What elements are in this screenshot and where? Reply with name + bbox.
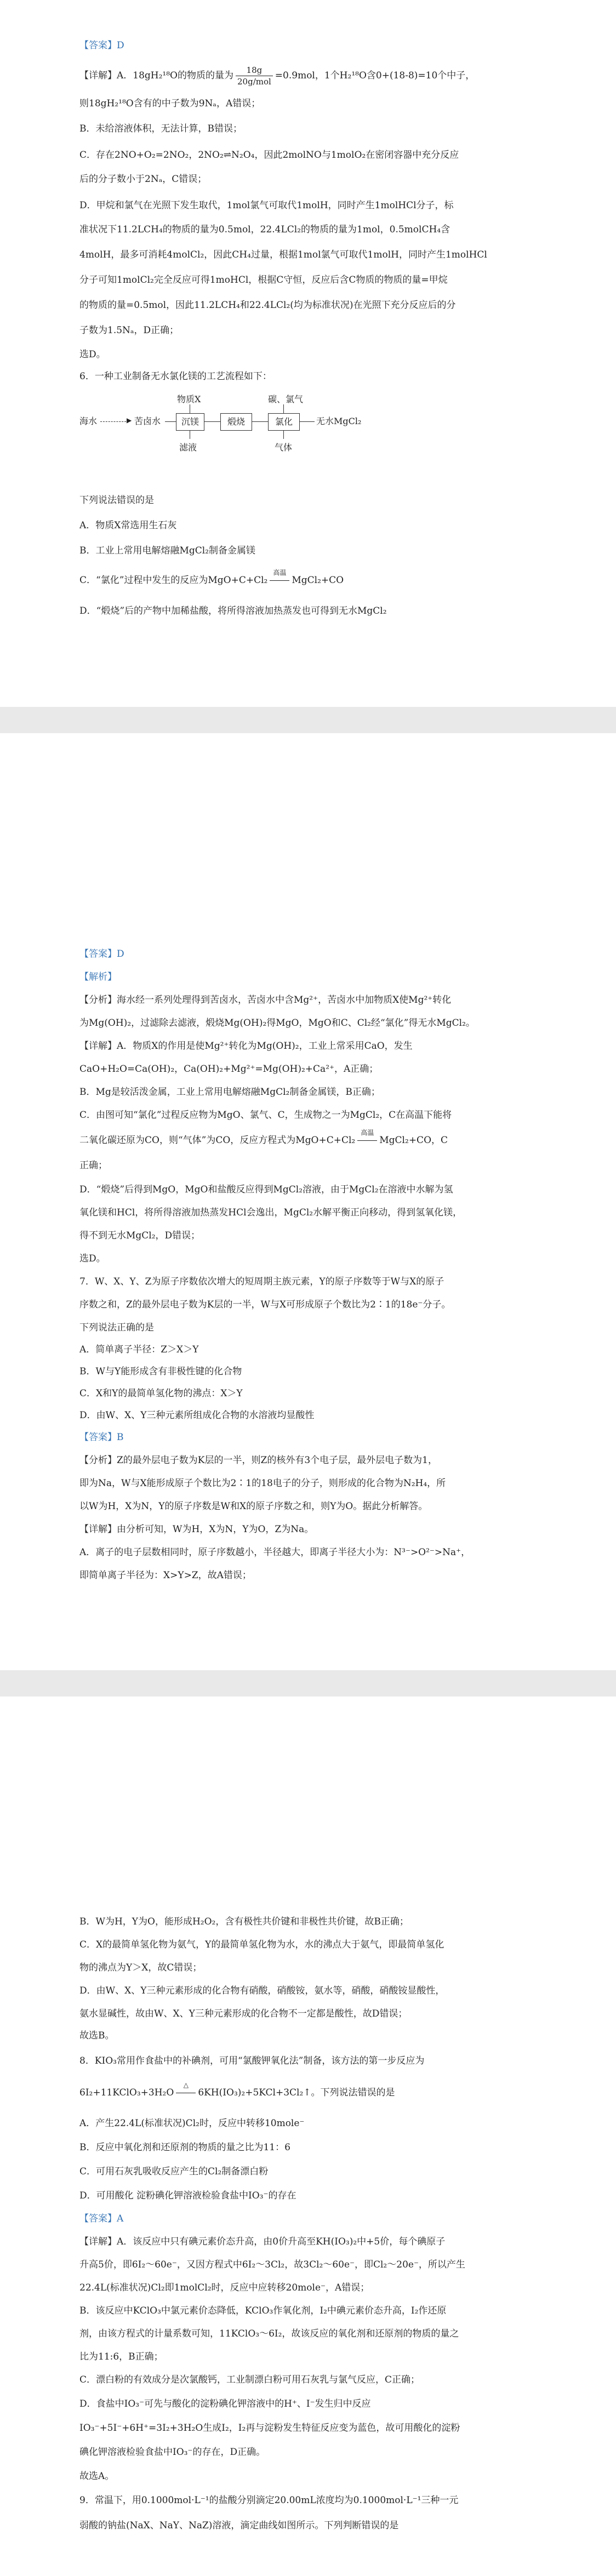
question-8-equation: 6I₂+11KClO₃+3H₂O △ 6KH(IO₃)₂+5KCl+3Cl₂↑。下列说法错误的是 [79,2086,395,2100]
line-4: D．由W、X、Y三种元素形成的化合物有硝酸，硝酸铵，氨水等，硝酸，硝酸铵显酸性， [79,1985,445,1996]
detail-3: B．Mg是较活泼金属，工业上常用电解熔融MgCl₂制备金属镁，B正确； [79,1087,380,1098]
question-7c: 下列说法正确的是 [79,1322,154,1333]
fraction: $\frac{18g}{\text{20g/mol}}$ [236,65,273,87]
chlorination-box: 氯化 [268,413,300,431]
q7-option-b: B．W与Y能形成含有非极性键的化合物 [79,1366,242,1377]
detail-1: 【详解】A．物质X的作用是使Mg²⁺转化为Mg(OH)₂，工业上常采用CaO，发生 [79,1041,413,1052]
reagent-x-label: 物质X [177,394,201,404]
q8-option-a: A．产生22.4L(标准状况)Cl₂时，反应中转移10mole⁻ [79,2118,305,2129]
detail-c1: C．存在2NO+O₂=2NO₂，2NO₂⇌N₂O₄，因此2molNO与1molO₂在密闭容器中充分反应 [79,150,459,161]
process-flow-diagram: 海水 ▶ 苦卤水 沉镁 物质X 滤液 煅烧 氯化 碳、氯气 气体 无水MgCl₂ [79,392,408,454]
q8-option-b: B．反应中氧化剂和还原剂的物质的量之比为11：6 [79,2142,290,2153]
question-9b: 弱酸的钠盐(NaX、NaY、NaZ)溶液，滴定曲线如图所示。下列判断错误的是 [79,2520,399,2531]
page-2 [0,733,616,1670]
question-6-ask: 下列说法错误的是 [79,495,154,506]
detail-8a: 【详解】A．该反应中只有碘元素价态升高，由0价升高至KH(IO₃)₂中+5价，每个碘原子 [79,2236,446,2247]
product-label: 无水MgCl₂ [316,416,362,426]
detail-8g: C．漂白粉的有效成分是次氯酸钙，工业制漂白粉可用石灰乳与氯气反应，C正确； [79,2374,420,2385]
detail-b: B．未给溶液体积，无法计算，B错误； [79,123,242,134]
line-1: B．W为H，Y为O，能形成H₂O₂，含有极性共价键和非极性共价键，故B正确； [79,1916,409,1927]
choose-2: 选D。 [79,1253,106,1264]
option-c: C．“氯化”过程中发生的反应为MgO+C+Cl₂ 高温 MgCl₂+CO [79,573,344,587]
question-8a: 8．KIO₃常用作食盐中的补碘剂，可用“氯酸钾氧化法”制备，该方法的第一步反应为 [79,2055,425,2066]
option-b: B．工业上常用电解熔融MgCl₂制备金属镁 [79,545,256,556]
line-2: C．X的最简单氢化物为氨气，Y的最简单氢化物为水，水的沸点大于氨气，即最简单氢化 [79,1939,444,1950]
q7-option-a: A．简单离子半径：Z＞X＞Y [79,1344,199,1355]
detail-8e: 剂，由该方程式的计量系数可知，11KClO₃～6I₂，故该反应的氧化剂和还原剂的物质的量之 [79,2328,459,2339]
detail-d1: D．甲烷和氯气在光照下发生取代，1mol氯气可取代1molH，同时产生1molHCl分子，标 [79,200,454,211]
detail-5: 二氧化碳还原为CO，则“气体”为CO，反应方程式为MgO+C+Cl₂ 高温 MgCl₂+CO，C [79,1133,448,1147]
question-6: 6．一种工业制备无水氯化镁的工艺流程如下： [79,371,272,382]
detail-7: D．“煅烧”后得到MgO，MgO和盐酸反应得到MgCl₂溶液，由于MgCl₂在溶液中水解为氢 [79,1184,453,1195]
analysis-1: 【分析】海水经一系列处理得到苦卤水，苦卤水中含Mg²⁺，苦卤水中加物质X使Mg²⁺转化 [79,995,452,1006]
line-5: 氨水显碱性，故由W、X、Y三种元素形成的化合物不一定都是酸性，故D错误； [79,2008,408,2019]
detail-8h: D．食盐中IO₃⁻可先与酸化的淀粉碘化钾溶液中的H⁺、I⁻发生归中反应 [79,2398,371,2409]
analysis-2: 为Mg(OH)₂，过滤除去滤液，煅烧Mg(OH)₂得MgO，MgO和C、Cl₂经“氯化”得无水MgCl₂。 [79,1018,475,1029]
choose-3: 故选A。 [79,2471,115,2482]
analysis-7b: 即为Na，W与X能形成原子个数比为2∶1的18电子的分子，则形成的化合物为N₂H₄，所 [79,1478,446,1489]
detail-8f: 比为11:6，B正确； [79,2351,163,2362]
detail-7b: A．离子的电子层数相同时，原子序数越小，半径越大，即离子半径大小为：N³⁻>O²⁻>Na⁺， [79,1547,471,1558]
page-gap [0,1670,616,1697]
detail-8: 氧化镁和HCl，将所得溶液加热蒸发HCl会逸出，MgCl₂水解平衡正向移动，得到氢氧化镁， [79,1207,463,1218]
analysis-7c: 以W为H，X为N，Y的原子序数是W和X的原子序数之和，则Y为O。据此分析解答。 [79,1501,428,1512]
detail-2: CaO+H₂O=Ca(OH)₂，Ca(OH)₂+Mg²⁺=Mg(OH)₂+Ca²⁺，A正确； [79,1064,379,1075]
question-9a: 9．常温下，用0.1000mol·L⁻¹的盐酸分别滴定20.00mL浓度均为0.1000mol·L⁻¹三种一元 [79,2495,459,2506]
line-6: 故选B。 [79,2030,115,2041]
detail-6: 正确； [79,1160,107,1171]
carbon-chlorine-label: 碳、氯气 [268,394,304,404]
choose: 选D。 [79,349,106,360]
q8-option-c: C．可用石灰乳吸收反应产生的Cl₂制备漂白粉 [79,2166,269,2177]
analysis-line: 【解析】 [79,972,117,983]
answer-line-7: 【答案】B [79,1432,124,1443]
detail-8c: 22.4L(标准状况)Cl₂即1molCl₂时，反应中应转移20mole⁻，A错误； [79,2282,370,2293]
filtrate-label: 滤液 [179,442,197,453]
answer-line: 【答案】D [79,40,124,51]
detail-d2: 准状况下11.2LCH₄的物质的量为0.5mol，22.4LCl₂的物质的量为1mol，0.5molCH₄含 [79,224,450,235]
dashed-arrow [100,421,129,422]
detail-d3: 4molH，最多可消耗4molCl₂，因此CH₄过量，根据1mol氯气可取代1molH，同时产生1molHCl [79,249,487,260]
detail-7a: 【详解】由分析可知，W为H，X为N，Y为O，Z为Na。 [79,1524,314,1535]
detail-d6: 子数为1.5Nₐ，D正确； [79,325,179,336]
q7-option-d: D．由W、X、Y三种元素所组成化合物的水溶液均显酸性 [79,1410,315,1421]
option-d: D．“煅烧”后的产物中加稀盐酸，将所得溶液加热蒸发也可得到无水MgCl₂ [79,606,387,616]
brine-label: 苦卤水 [134,416,161,426]
detail-7c: 即简单离子半径为：X>Y>Z，故A错误； [79,1570,252,1581]
detail-d4: 分子可知1molCl₂完全反应可得1moHCl，根据C守恒，反应后含C物质的物质的量=甲烷 [79,275,448,285]
precip-box: 沉镁 [176,413,204,431]
page-3 [0,1697,616,2576]
detail-8d: B．该反应中KClO₃中氯元素价态降低，KClO₃作氧化剂，I₂中碘元素价态升高，I₂作还原 [79,2305,447,2316]
question-7a: 7．W、X、Y、Z为原子序数依次增大的短周期主族元素，Y的原子序数等于W与X的原子 [79,1276,444,1287]
calcine-box: 煅烧 [220,413,252,431]
detail-d5: 的物质的量=0.5mol，因此11.2LCH₄和22.4LCl₂(均为标准状况)在光照下充分反应后的分 [79,300,456,311]
answer-line-8: 【答案】A [79,2213,124,2224]
detail-8j: 碘化钾溶液检验食盐中IO₃⁻的存在，D正确。 [79,2447,266,2458]
detail-a2: 则18gH₂¹⁸O含有的中子数为9Nₐ，A错误； [79,98,261,109]
detail-8b: 升高5价，即6I₂～60e⁻，又因方程式中6I₂～3Cl₂，故3Cl₂～60e⁻，即Cl₂～20e⁻，所以产生 [79,2259,465,2270]
q8-option-d: D．可用酸化 淀粉碘化钾溶液检验食盐中IO₃⁻的存在 [79,2190,296,2201]
seawater-label: 海水 [79,416,98,426]
page-gap [0,707,616,733]
detail-4: C．由图可知“氯化”过程反应物为MgO、氯气、C，生成物之一为MgCl₂，C在高温下能将 [79,1110,452,1121]
reaction-condition: 高温 [270,573,289,587]
line-3: 物的沸点为Y＞X，故C错误； [79,1962,202,1973]
reaction-condition: △ [176,2086,196,2100]
detail-a: 【详解】A．18gH₂¹⁸O的物质的量为 $\frac{18g}{\text{20g/mol}}$ =0.9mol，1个H₂¹⁸O含0+(18-8)=10个中子， [79,65,475,87]
detail-c2: 后的分子数小于2Nₐ，C错误； [79,174,207,185]
gas-label: 气体 [275,442,293,453]
detail-8i: IO₃⁻+5I⁻+6H⁺=3I₂+3H₂O生成I₂，I₂再与淀粉发生特征反应变为蓝色，故可用酸化的淀粉 [79,2423,460,2434]
reaction-condition: 高温 [357,1133,377,1147]
answer-line-2: 【答案】D [79,949,124,959]
page-1 [0,0,616,707]
q7-option-c: C．X和Y的最简单氢化物的沸点：X＞Y [79,1388,243,1399]
detail-9: 得不到无水MgCl₂，D错误； [79,1230,201,1241]
analysis-7a: 【分析】Z的最外层电子数为K层的一半，则Z的核外有3个电子层，最外层电子数为1， [79,1455,437,1466]
question-7b: 序数之和，Z的最外层电子数为K层的一半，W与X可形成原子个数比为2∶1的18e⁻分子。 [79,1299,451,1310]
option-a: A．物质X常选用生石灰 [79,520,177,531]
